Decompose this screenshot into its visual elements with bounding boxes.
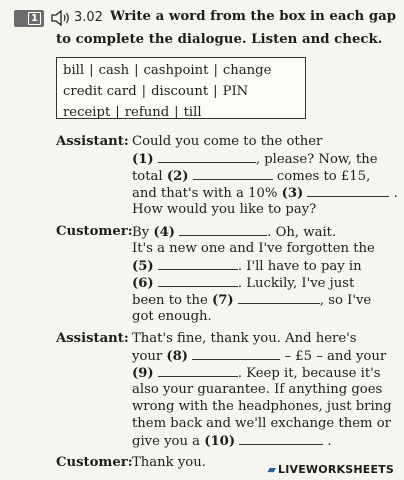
word-change: change xyxy=(222,63,272,78)
dialogue-line xyxy=(132,292,371,308)
word-box-row-1 xyxy=(63,60,299,81)
gap-number-6: (6) xyxy=(132,276,154,291)
line-text: total xyxy=(132,169,163,184)
liveworksheets-logo xyxy=(268,463,394,476)
line-text: . Keep it, because it's xyxy=(237,366,381,381)
word-pin: PIN xyxy=(222,84,249,99)
dialogue-line: also your guarantee. If anything goes xyxy=(132,382,383,397)
dialogue-line: It's a new one and I've forgotten the xyxy=(132,241,375,256)
speaker-customer: Customer: xyxy=(56,224,133,239)
line-text: . I'll have to pay in xyxy=(237,259,362,274)
word-box xyxy=(56,57,306,119)
separator: | xyxy=(213,63,218,78)
answer-gap-3[interactable] xyxy=(307,185,389,197)
dialogue-line xyxy=(132,185,398,201)
instruction-line-2: to complete the dialogue. Listen and check. xyxy=(56,32,383,47)
dialogue-line: got enough. xyxy=(132,309,212,324)
separator: | xyxy=(213,84,218,99)
instruction-line-1: Write a word from the box in each gap xyxy=(110,9,397,24)
speaker-assistant: Assistant: xyxy=(56,134,129,149)
separator: | xyxy=(141,84,147,99)
line-text: , please? Now, the xyxy=(255,152,378,167)
dialogue-line: Could you come to the other xyxy=(132,134,323,149)
audio-speaker-icon[interactable] xyxy=(50,9,72,27)
gap-number-1: (1) xyxy=(132,152,154,167)
dialogue-line: How would you like to pay? xyxy=(132,202,317,217)
exercise-number-badge xyxy=(14,10,44,27)
answer-gap-8[interactable] xyxy=(192,348,280,360)
speaker-customer: Customer: xyxy=(56,455,133,470)
word-box-row-3 xyxy=(63,102,299,123)
line-text: . xyxy=(393,186,398,201)
word-discount: discount xyxy=(151,84,209,99)
word-refund: refund xyxy=(124,105,170,120)
gap-number-3: (3) xyxy=(281,186,304,201)
answer-gap-9[interactable] xyxy=(158,365,238,377)
answer-gap-6[interactable] xyxy=(158,275,238,287)
answer-gap-7[interactable] xyxy=(238,292,320,304)
dialogue-line xyxy=(132,275,354,291)
dialogue-line xyxy=(132,258,362,274)
dialogue-line: Thank you. xyxy=(132,455,206,470)
line-text: your xyxy=(132,349,163,364)
gap-number-5: (5) xyxy=(132,259,154,274)
brand-name: LIVEWORKSHEETS xyxy=(278,463,394,476)
line-text: . xyxy=(327,434,332,449)
line-text: , so I've xyxy=(319,293,372,308)
dialogue-line xyxy=(132,365,381,381)
answer-gap-10[interactable] xyxy=(239,433,323,445)
line-text: and that's with a 10% xyxy=(132,186,278,201)
separator: | xyxy=(89,63,94,78)
gap-number-9: (9) xyxy=(132,366,154,381)
gap-number-7: (7) xyxy=(211,293,234,308)
gap-number-10: (10) xyxy=(204,434,236,449)
logo-mark-icon: ▰ xyxy=(267,463,276,476)
dialogue-line xyxy=(132,348,386,364)
dialogue-line xyxy=(132,224,336,240)
word-receipt: receipt xyxy=(63,105,111,120)
word-cash: cash xyxy=(98,63,130,78)
word-cashpoint: cashpoint xyxy=(143,63,209,78)
answer-gap-1[interactable] xyxy=(158,151,256,163)
separator: | xyxy=(115,105,120,120)
line-text: . Oh, wait. xyxy=(267,225,337,240)
line-text: By xyxy=(132,225,150,240)
separator: | xyxy=(174,105,179,120)
line-text: comes to £15, xyxy=(276,169,371,184)
answer-gap-2[interactable] xyxy=(193,168,273,180)
word-bill: bill xyxy=(63,63,85,78)
exercise-number: 1 xyxy=(28,12,41,25)
answer-gap-5[interactable] xyxy=(158,258,238,270)
gap-number-8: (8) xyxy=(166,349,189,364)
gap-number-4: (4) xyxy=(153,225,176,240)
word-till: till xyxy=(183,105,202,120)
word-credit-card: credit card xyxy=(63,84,137,99)
word-box-row-2 xyxy=(63,81,299,102)
dialogue-line: them back and we'll exchange them or xyxy=(132,416,391,431)
gap-number-2: (2) xyxy=(166,169,189,184)
line-text: . Luckily, I've just xyxy=(237,276,355,291)
audio-track-number: 3.02 xyxy=(74,10,103,25)
speaker-assistant: Assistant: xyxy=(56,331,129,346)
dialogue-line xyxy=(132,168,370,184)
dialogue-line xyxy=(132,151,378,167)
dialogue-line: That's fine, thank you. And here's xyxy=(132,331,357,346)
answer-gap-4[interactable] xyxy=(179,224,267,236)
line-text: been to the xyxy=(132,293,208,308)
dialogue-line: wrong with the headphones, just bring xyxy=(132,399,392,414)
separator: | xyxy=(134,63,139,78)
dialogue-line xyxy=(132,433,332,449)
line-text: – £5 – and your xyxy=(284,349,387,364)
line-text: give you a xyxy=(132,434,201,449)
